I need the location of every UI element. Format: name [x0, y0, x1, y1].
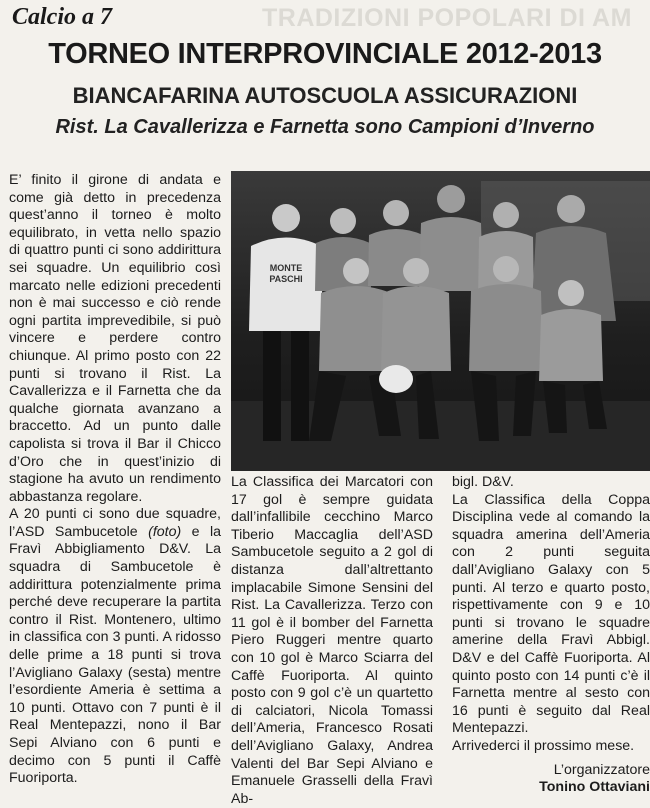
text-run: e la Fravì Abbigliamento D&V. La squadra di Sambucetole è addirittura potenzialmente prima perché deve recuperare la partita contro il Rist. Montenero, ultimo in classifica con 3 punti. A ridosso delle prime a 18 punti si trova l’Avigliano Galaxy (sesta) mentre l’esordiente Ameria è settima a 10 punti. Ottavo con 7 punti è il Real Mentepazzi, nono il Bar Sepi Alviano con 6 punti e decimo con 5 punti il Caffè Fuoriporta.: [9, 523, 221, 787]
text-run: A 20 punti ci sono due squadre, l’ASD Sambucetole: [9, 506, 221, 540]
paragraph: Arrivederci il prossimo mese.: [452, 737, 635, 754]
signature: [452, 762, 650, 797]
shirt-print-line-1: MONTE: [269, 263, 303, 273]
signature-name: Tonino Ottaviani: [539, 779, 650, 796]
text-column-1: [9, 172, 221, 788]
paragraph: La Classifica dei Marcatori con 17 gol è sempre guidata dall’infallibile cecchino Marco Tiberio Maccaglia dell’ASD Sambucetole seguito a 2 gol di distanza dall’altrettanto implacabile Simone Sensini del Rist. La Cavallerizza. Terzo con 11 gol è il bomber del Farnetta Piero Ruggeri mentre quarto con 10 gol è Marco Sciarra del Caffè Fuoriporta. Al quinto posto con 9 gol c’è un quartetto di calciatori, Nicola Tomassi dell’Ameria, Francesco Rosati dell’Avigliano Galaxy, Andrea Valenti del Bar Sepi Alviano e Emanuele Grasselli della Fravì Ab-: [231, 474, 433, 807]
team-photo-illustration: [231, 171, 650, 471]
paragraph: bigl. D&V.: [452, 474, 514, 490]
photo-reference: (foto): [148, 523, 182, 540]
paragraph: E’ finito il girone di andata e come già detto in precedenza quest’anno il torneo è molto equilibrato, in vetta nello spazio di quattro punti ci sono addirittura sei squadre. Un equilibrio così marcato nelle edizioni precedenti non è mai successo e ciò rende ogni partita imprevedibile, si può vincere e perdere contro chiunque. Al primo posto con 22 punti si trovano il Rist. La Cavallerizza e il Farnetta che da qualche giornata avanzano a braccetto. Ad un punto dalle capolista si trova il Bar il Chicco d’Oro che in quest’inizio di stagione ha avuto un rendimento abbastanza regolare.: [9, 172, 221, 505]
team-photo: [231, 171, 650, 471]
ball: [379, 365, 413, 393]
article-title: TORNEO INTERPROVINCIALE 2012-2013: [48, 38, 602, 70]
text-column-3: [452, 474, 650, 797]
signature-role: L’organizzatore: [553, 761, 650, 778]
text-column-2: [231, 474, 433, 808]
article-tagline: Rist. La Cavallerizza e Farnetta sono Campioni d’Inverno: [55, 116, 595, 138]
paragraph: [9, 506, 221, 788]
section-label: Calcio a 7: [12, 4, 112, 30]
shirt-print-line-2: PASCHI: [269, 274, 303, 284]
paragraph: La Classifica della Coppa Disciplina vede al comando la squadra amerina dell’Ameria con 2 punti seguita dall’Avigliano Galaxy con 5 punti. Al terzo e quarto posto, rispettivamente con 9 e 10 punti si trovano le squadre amerine della Fravì Abbigl. D&V e del Caffè Fuoriporta. Al quinto posto con 14 punti c’è il Farnetta mentre al sesto con 16 punti è seguito dal Real Mentepazzi.: [452, 491, 650, 737]
background-headline: TRADIZIONI POPOLARI DI AM: [262, 4, 632, 32]
article-subtitle: BIANCAFARINA AUTOSCUOLA ASSICURAZIONI: [72, 83, 578, 108]
